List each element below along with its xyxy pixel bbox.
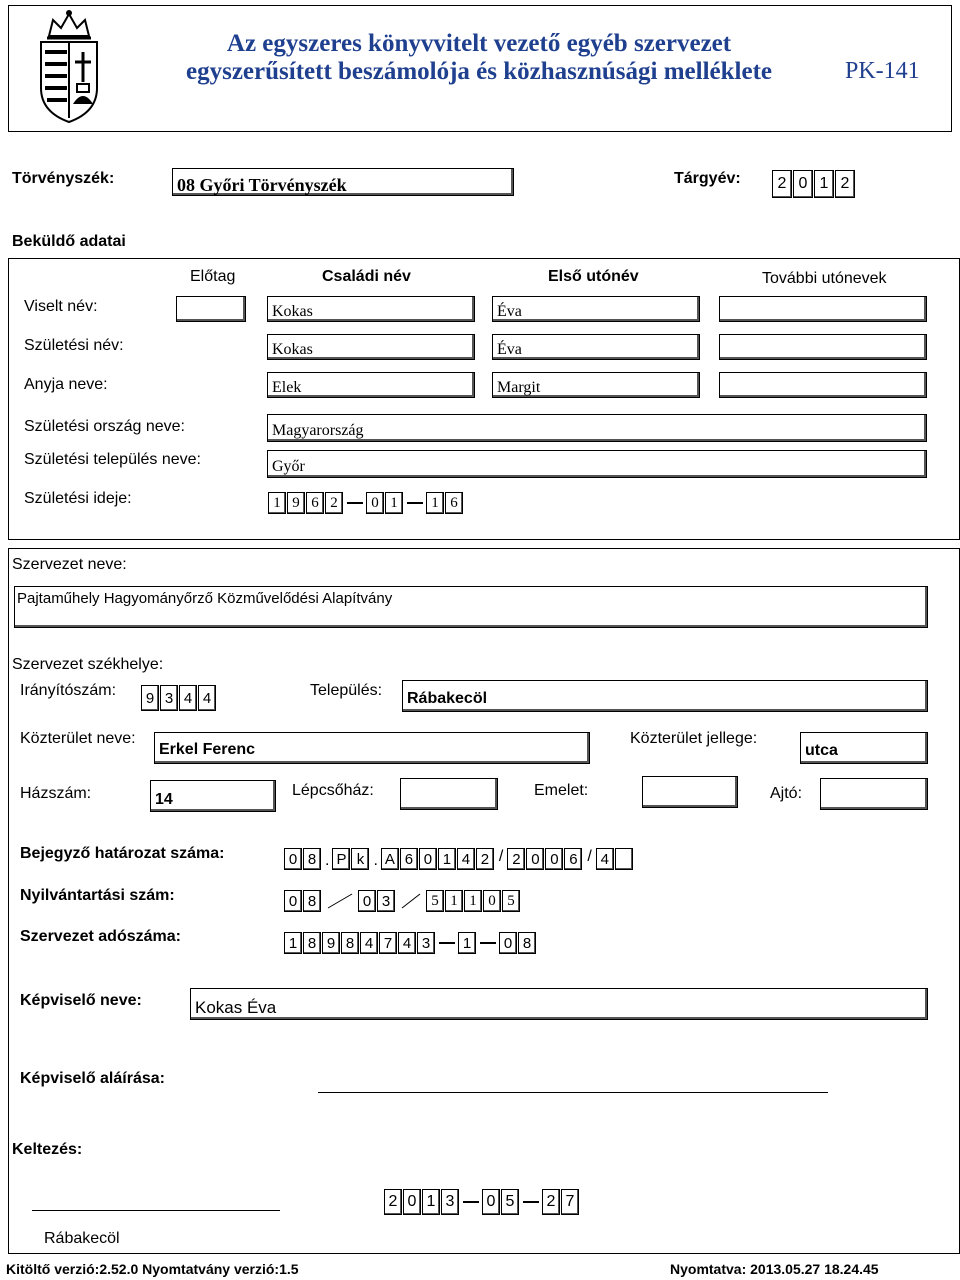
birth-month-digit: 1 — [385, 492, 403, 514]
registration-number-boxes[interactable] — [284, 890, 521, 912]
decision-suffix-char — [615, 848, 633, 870]
birth-city-value: Győr — [272, 458, 305, 475]
worn-prefix-field[interactable] — [176, 296, 246, 322]
decision-year-digit: 6 — [564, 848, 582, 870]
tax-digit: 8 — [303, 932, 321, 954]
decision-year-digit: 0 — [545, 848, 563, 870]
street-type-field[interactable] — [800, 732, 928, 764]
decision-number-char: 4 — [457, 848, 475, 870]
house-number-label: Házszám: — [20, 785, 92, 802]
birth-year-digit: 6 — [306, 492, 324, 514]
representative-name-field[interactable] — [190, 988, 928, 1020]
street-type-value: utca — [805, 742, 838, 759]
tax-digit: 4 — [398, 932, 416, 954]
year-label: Tárgyév: — [674, 170, 741, 187]
zip-digit: 4 — [179, 685, 197, 711]
dating-place: Rábakecöl — [44, 1230, 120, 1247]
city-field[interactable] — [402, 680, 928, 712]
zip-digit: 9 — [141, 685, 159, 711]
date-separator — [407, 502, 423, 504]
birth-day-digit: 6 — [445, 492, 463, 514]
house-number-value: 14 — [155, 791, 173, 808]
form-code: PK-141 — [845, 58, 920, 84]
birth-other-field[interactable] — [719, 334, 927, 360]
birth-date-label: Születési ideje: — [24, 490, 132, 507]
mother-other-field[interactable] — [719, 372, 927, 398]
year-digit: 2 — [772, 170, 792, 198]
floor-field[interactable] — [642, 776, 738, 808]
reg-digit: 8 — [303, 890, 321, 912]
dating-day-digit: 7 — [561, 1189, 579, 1215]
footer-filler-version: Kitöltő verzió:2.52.0 Nyomtatvány verzió:1.5 — [6, 1261, 299, 1277]
birth-city-field[interactable] — [267, 450, 927, 478]
birth-year-digit: 1 — [268, 492, 286, 514]
street-label: Közterület neve: — [20, 730, 136, 747]
tax-digit: 9 — [322, 932, 340, 954]
separator-slash: / — [587, 848, 592, 865]
tax-separator — [439, 942, 455, 944]
mother-first-value: Margit — [497, 379, 541, 396]
org-name-label: Szervezet neve: — [12, 556, 127, 573]
birth-country-label: Születési ország neve: — [24, 418, 185, 435]
mother-first-field[interactable] — [492, 372, 700, 398]
tax-digit: 8 — [518, 932, 536, 954]
birth-country-value: Magyarország — [272, 422, 364, 439]
birth-family-value: Kokas — [272, 341, 313, 358]
org-name-value: Pajtaműhely Hagyományőrző Közművelődési Alapítvány — [17, 590, 393, 607]
birth-name-label: Születési név: — [24, 337, 124, 354]
tax-number-boxes[interactable] — [284, 932, 537, 954]
date-separator — [463, 1201, 479, 1203]
house-number-field[interactable] — [150, 780, 276, 812]
reg-digit: 0 — [358, 890, 376, 912]
stair-field[interactable] — [400, 778, 498, 810]
decision-number-boxes[interactable] — [284, 848, 634, 870]
decision-pk-char: P — [332, 848, 350, 870]
org-seat-label: Szervezet székhelye: — [12, 656, 164, 673]
separator-slash — [396, 890, 426, 912]
worn-family-value: Kokas — [272, 303, 313, 320]
tax-digit: 1 — [458, 932, 476, 954]
dating-label: Keltezés: — [12, 1141, 83, 1158]
hungary-coat-of-arms — [27, 8, 111, 126]
org-name-field[interactable] — [14, 586, 928, 628]
header-box — [8, 5, 952, 132]
reg-digit: 0 — [483, 890, 501, 912]
decision-court-digit: 8 — [303, 848, 321, 870]
signature-line[interactable] — [318, 1092, 828, 1093]
registration-number-label: Nyilvántartási szám: — [20, 887, 175, 904]
tax-digit: 8 — [341, 932, 359, 954]
footer-printed-date: Nyomtatva: 2013.05.27 18.24.45 — [670, 1261, 879, 1277]
dating-date-boxes[interactable] — [384, 1189, 580, 1215]
worn-name-label: Viselt név: — [24, 298, 98, 315]
decision-number-char: 1 — [438, 848, 456, 870]
date-separator — [347, 502, 363, 504]
sender-section-title: Beküldő adatai — [12, 233, 126, 250]
birth-first-field[interactable] — [492, 334, 700, 360]
city-value: Rábakecöl — [407, 690, 488, 707]
decision-number-char: 0 — [419, 848, 437, 870]
decision-number-label: Bejegyző határozat száma: — [20, 845, 225, 862]
representative-name-label: Képviselő neve: — [20, 992, 142, 1009]
year-digit: 1 — [814, 170, 834, 198]
decision-year-digit: 0 — [526, 848, 544, 870]
worn-family-field[interactable] — [267, 296, 475, 322]
tax-digit: 3 — [417, 932, 435, 954]
worn-other-field[interactable] — [719, 296, 927, 322]
stair-label: Lépcsőház: — [292, 782, 374, 799]
birth-year-digit: 2 — [325, 492, 343, 514]
form-title-line-2: egyszerűsített beszámolója és közhasznúsági melléklete — [186, 58, 772, 85]
separator-dot: . — [325, 852, 330, 869]
mother-name-label: Anyja neve: — [24, 376, 108, 393]
decision-suffix-char: 4 — [596, 848, 614, 870]
birth-family-field[interactable] — [267, 334, 475, 360]
court-value: 08 Győri Törvényszék — [177, 175, 347, 195]
zip-digit: 4 — [198, 685, 216, 711]
tax-digit: 1 — [284, 932, 302, 954]
date-separator — [523, 1201, 539, 1203]
representative-name-value: Kokas Éva — [195, 998, 277, 1017]
dating-day-digit: 2 — [542, 1189, 560, 1215]
decision-number-char: A — [381, 848, 399, 870]
dating-month-digit: 5 — [501, 1189, 519, 1215]
year-digit: 0 — [793, 170, 813, 198]
year-digit: 2 — [835, 170, 855, 198]
separator-dot: . — [373, 852, 378, 869]
reg-digit: 5 — [502, 890, 520, 912]
dating-year-digit: 0 — [403, 1189, 421, 1215]
decision-number-char: 6 — [400, 848, 418, 870]
dating-year-digit: 2 — [384, 1189, 402, 1215]
birth-first-value: Éva — [497, 341, 522, 358]
reg-digit: 1 — [445, 890, 463, 912]
mother-family-field[interactable] — [267, 372, 475, 398]
col-prefix: Előtag — [190, 268, 236, 285]
mother-family-value: Elek — [272, 379, 302, 396]
tax-number-label: Szervezet adószáma: — [20, 928, 181, 945]
reg-digit: 5 — [426, 890, 444, 912]
worn-first-field[interactable] — [492, 296, 700, 322]
zip-digit: 3 — [160, 685, 178, 711]
birth-day-digit: 1 — [426, 492, 444, 514]
street-value: Erkel Ferenc — [159, 741, 256, 758]
dating-year-digit: 1 — [422, 1189, 440, 1215]
reg-digit: 3 — [377, 890, 395, 912]
separator-slash: / — [498, 848, 504, 865]
worn-first-value: Éva — [497, 303, 522, 320]
birth-month-digit: 0 — [366, 492, 384, 514]
reg-digit: 1 — [464, 890, 482, 912]
year-boxes[interactable] — [772, 170, 856, 198]
door-field[interactable] — [820, 778, 928, 810]
city-label: Település: — [310, 682, 383, 699]
form-title-line-1: Az egyszeres könyvvitelt vezető egyéb szervezet — [226, 30, 732, 57]
col-family-name: Családi név — [322, 268, 411, 285]
court-label: Törvényszék: — [12, 170, 115, 187]
dating-year-digit: 3 — [441, 1189, 459, 1215]
tax-digit: 0 — [499, 932, 517, 954]
decision-court-digit: 0 — [284, 848, 302, 870]
birth-date-boxes[interactable] — [268, 492, 464, 514]
decision-year-digit: 2 — [507, 848, 525, 870]
floor-label: Emelet: — [534, 782, 589, 799]
court-field[interactable] — [172, 168, 514, 196]
decision-number-char: 2 — [476, 848, 494, 870]
tax-digit: 7 — [379, 932, 397, 954]
door-label: Ajtó: — [770, 785, 803, 802]
street-type-label: Közterület jellege: — [630, 730, 758, 747]
col-other-names: További utónevek — [762, 270, 887, 287]
tax-separator — [480, 942, 496, 944]
decision-pk-char: k — [351, 848, 369, 870]
birth-year-digit: 9 — [287, 492, 305, 514]
dating-month-digit: 0 — [482, 1189, 500, 1215]
birth-city-label: Születési település neve: — [24, 451, 201, 468]
zip-label: Irányítószám: — [20, 682, 117, 699]
reg-digit: 0 — [284, 890, 302, 912]
tax-digit: 4 — [360, 932, 378, 954]
col-first-name: Első utónév — [548, 268, 639, 285]
birth-country-field[interactable] — [267, 414, 927, 442]
zip-boxes[interactable] — [141, 685, 217, 711]
street-field[interactable] — [154, 732, 590, 764]
signature-label: Képviselő aláírása: — [20, 1070, 165, 1087]
separator-slash — [322, 890, 358, 912]
place-line[interactable] — [32, 1210, 280, 1211]
